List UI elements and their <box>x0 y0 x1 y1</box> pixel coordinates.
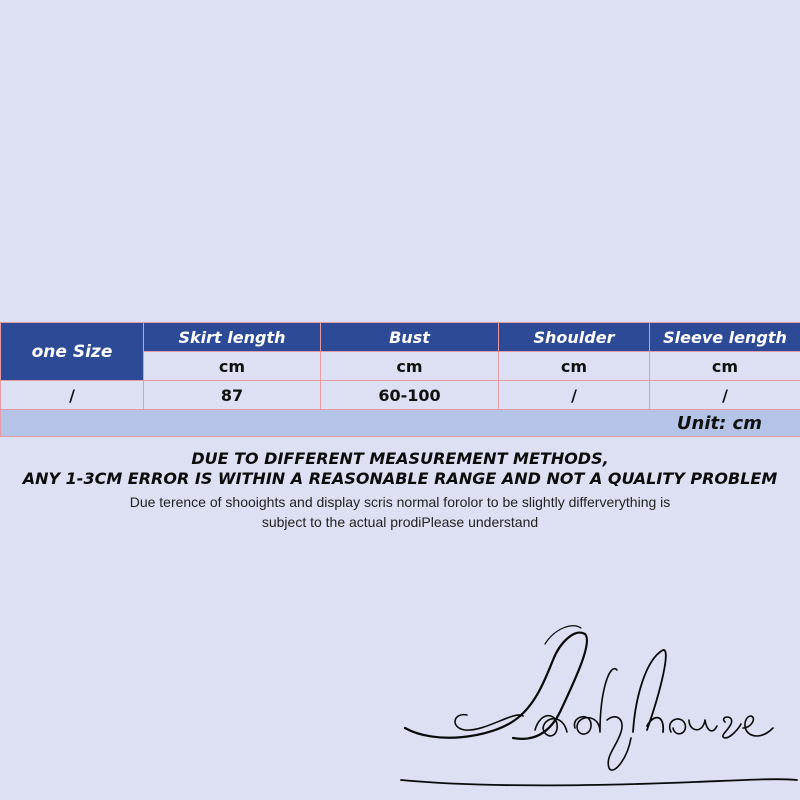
notice-detail <box>0 492 800 532</box>
header-skirt-length: Skirt length <box>144 323 321 352</box>
header-row <box>1 323 800 352</box>
header-bust: Bust <box>321 323 499 352</box>
value-cell-bust: 60-100 <box>321 381 499 410</box>
notice-line-2: ANY 1-3CM ERROR IS WITHIN A REASONABLE RANGE AND NOT A QUALITY PROBLEM <box>22 469 778 488</box>
unit-note-row <box>1 410 800 437</box>
unit-cell: cm <box>499 352 650 381</box>
value-cell-shoulder: / <box>499 381 650 410</box>
ladyhouse-logo <box>395 620 800 800</box>
notice-detail-line-1: Due terence of shooights and display scris normal forolor to be slightly differverything is <box>129 494 671 510</box>
size-table <box>0 322 800 437</box>
value-cell-skirt-length: 87 <box>144 381 321 410</box>
size-label-cell: one Size <box>1 323 144 381</box>
header-sleeve-length: Sleeve length <box>650 323 800 352</box>
value-cell-sleeve-length: / <box>650 381 800 410</box>
unit-cell: cm <box>321 352 499 381</box>
value-row <box>1 381 800 410</box>
notice-line-1: DUE TO DIFFERENT MEASUREMENT METHODS, <box>191 449 609 468</box>
size-value-cell: / <box>1 381 144 410</box>
unit-note: Unit: cm <box>1 410 800 437</box>
unit-cell: cm <box>650 352 800 381</box>
measurement-notice <box>0 449 800 532</box>
notice-detail-line-2: subject to the actual prodiPlease understand <box>261 514 539 530</box>
unit-cell: cm <box>144 352 321 381</box>
header-shoulder: Shoulder <box>499 323 650 352</box>
